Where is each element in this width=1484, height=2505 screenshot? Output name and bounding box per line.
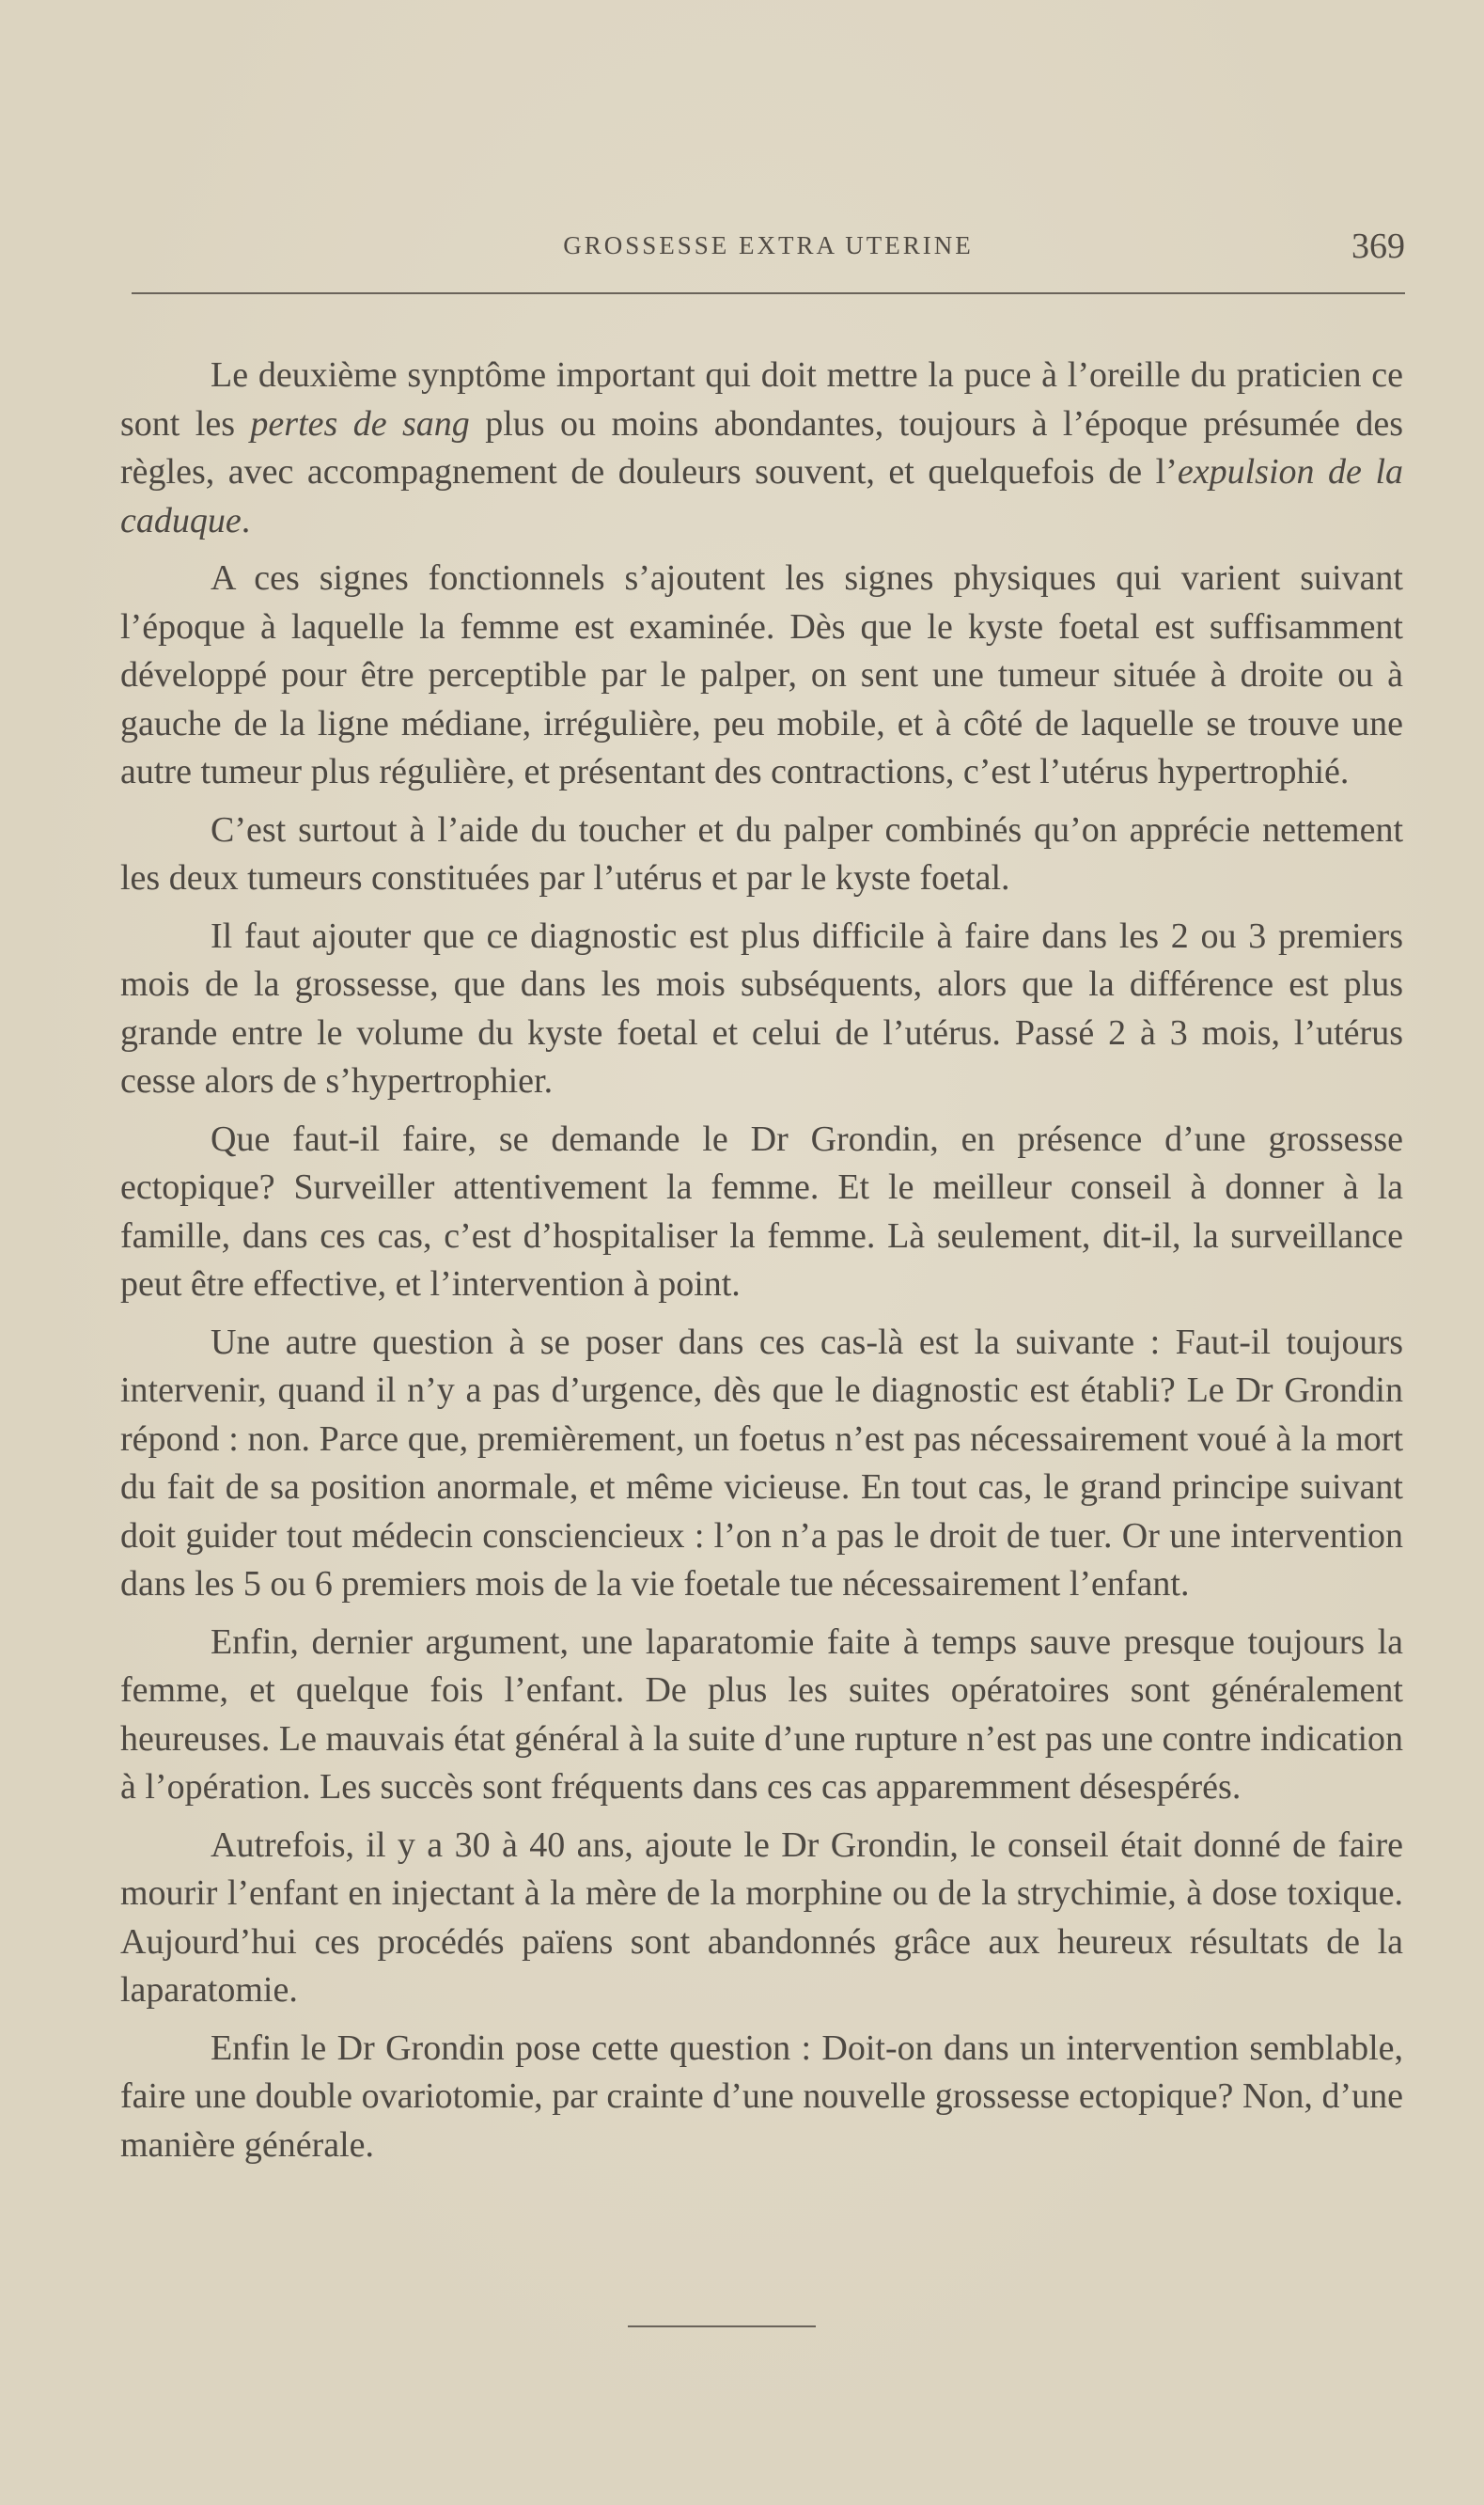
paragraph-4: Il faut ajouter que ce diagnostic est plus difficile à faire dans les 2 ou 3 premiers mois de la grossesse, que dans les mois subséquents, alors que la différence est plus grande entre le volume du kyste foetal et celui de l’utérus. Passé 2 à 3 mois, l’utérus cesse alors de s’hypertrophier. <box>120 916 1403 1101</box>
paragraph-1 <box>120 352 1403 545</box>
end-rule <box>628 2325 816 2327</box>
page-number: 369 <box>1351 227 1405 266</box>
paragraph-1-text-c: . <box>241 500 251 540</box>
paragraph-1-italic-b: expulsion de la caduque <box>120 452 1404 540</box>
paragraph-5: Que faut-il faire, se demande le Dr Grondin, en présence d’une grossesse ectopique? Surveiller attentivement la femme. Et le meilleur conseil à donner à la famille, dans ces cas, c’est d’hospitaliser la femme. Là seulement, dit-il, la surveillance peut être effective, et l’intervention à point. <box>120 1119 1403 1304</box>
paragraph-2: A ces signes fonctionnels s’ajoutent les signes physiques qui varient suivant l’époque à laquelle la femme est examinée. Dès que le kyste foetal est suffisamment développé pour être perceptible par le palper, on sent une tumeur située à droite ou à gauche de la ligne médiane, irrégulière, peu mobile, et à côté de laquelle se trouve une autre tumeur plus régulière, et présentant des contractions, c’est l’utérus hypertrophié. <box>120 558 1403 791</box>
paragraph-9: Enfin le Dr Grondin pose cette question : Doit-on dans un intervention semblable, faire une double ovariotomie, par crainte d’une nouvelle grossesse ectopique? Non, d’une manière générale. <box>120 2027 1403 2165</box>
paragraph-3: C’est surtout à l’aide du toucher et du palper combinés qu’on apprécie nettement les deux tumeurs constituées par l’utérus et par le kyste foetal. <box>120 809 1403 898</box>
paragraph-1-text-a: Le deuxième synptôme important qui doit mettre la puce à l’oreille du praticien ce sont les <box>120 355 1403 444</box>
paragraph-1-italic-a: pertes de sang <box>250 403 470 444</box>
header-rule <box>132 292 1405 294</box>
paragraph-8: Autrefois, il y a 30 à 40 ans, ajoute le Dr Grondin, le conseil était donné de faire mourir l’enfant en injectant à la mère de la morphine ou de la strychimie, à dose toxique. Aujourd’hui ces procédés païens sont abandonnés grâce aux heureux résultats de la laparatomie. <box>120 1824 1403 2010</box>
running-title: GROSSESSE EXTRA UTERINE <box>563 231 974 259</box>
body-text <box>120 352 1403 2179</box>
page-header <box>132 226 1405 282</box>
paragraph-1-text-b: plus ou moins abondantes, toujours à l’époque présumée des règles, avec accompagnement de douleurs souvent, et quelquefois de l’ <box>120 403 1403 492</box>
paragraph-6: Une autre question à se poser dans ces cas-là est la suivante : Faut-il toujours intervenir, quand il n’y a pas d’urgence, dès que le diagnostic est établi? Le Dr Grondin répond : non. Parce que, premièrement, un foetus n’est pas nécessairement voué à la mort du fait de sa position anormale, et même vicieuse. En tout cas, le grand principe suivant doit guider tout médecin consciencieux : l’on n’a pas le droit de tuer. Or une intervention dans les 5 ou 6 premiers mois de la vie foetale tue nécessairement l’enfant. <box>120 1322 1403 1604</box>
paragraph-7: Enfin, dernier argument, une laparatomie faite à temps sauve presque toujours la femme, et quelque fois l’enfant. De plus les suites opératoires sont généralement heureuses. Le mauvais état général à la suite d’une rupture n’est pas une contre indication à l’opération. Les succès sont fréquents dans ces cas apparemment désespérés. <box>120 1621 1403 1807</box>
